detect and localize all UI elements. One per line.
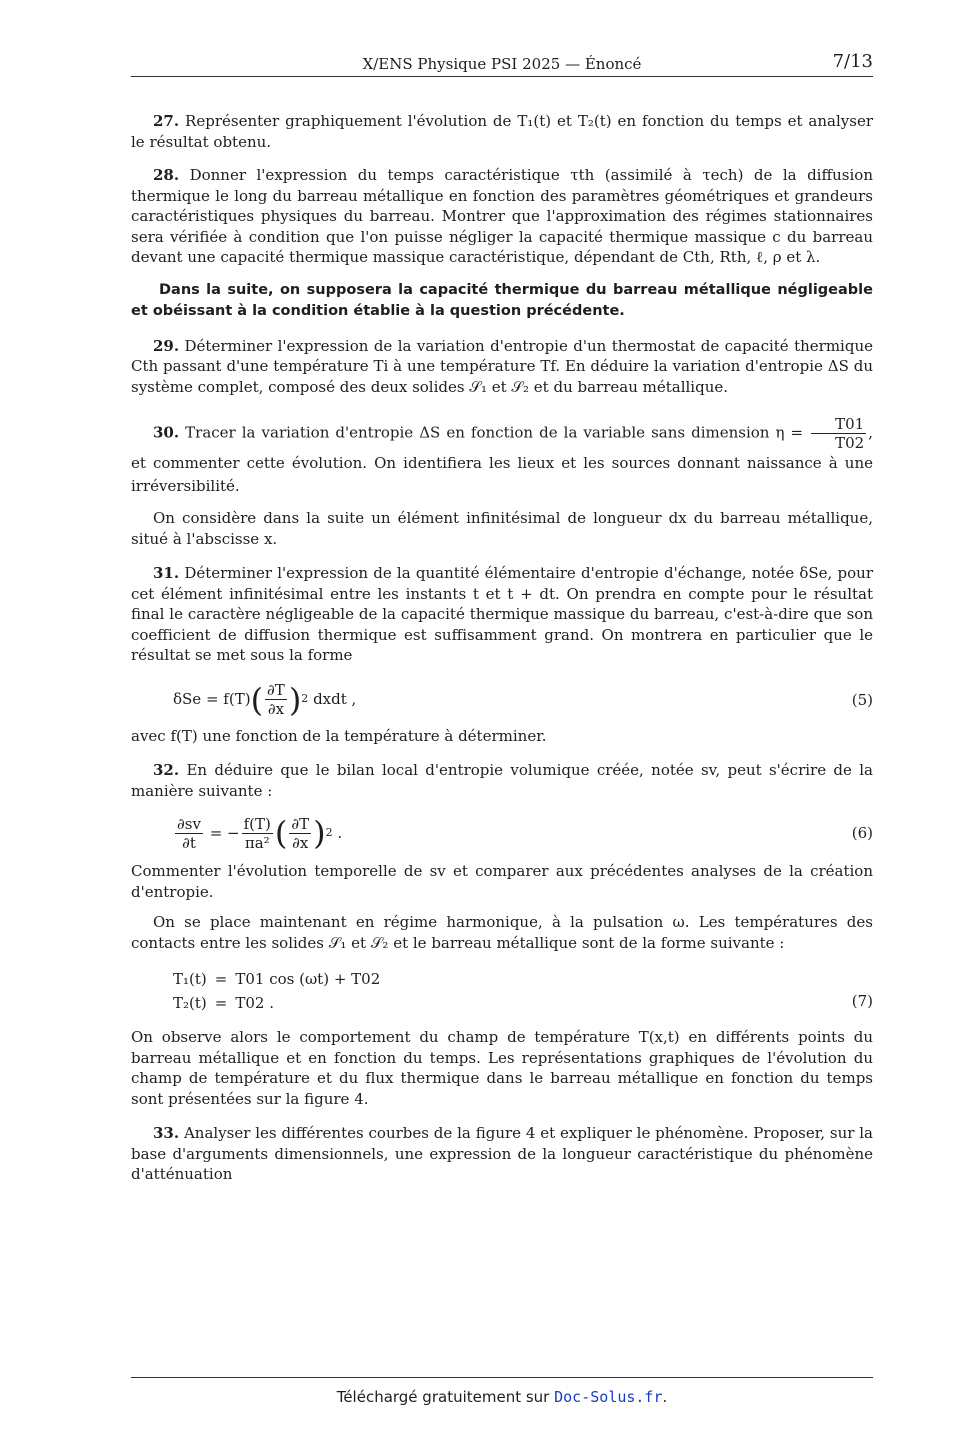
- question-30: [131, 415, 873, 498]
- exponent: 2: [301, 692, 309, 706]
- fraction-denominator: T02: [835, 434, 865, 452]
- eq-equals-2: =: [214, 994, 228, 1012]
- partial-fraction: [289, 815, 311, 852]
- eq-right-1: T01 cos (ωt) + T02: [235, 970, 381, 988]
- question-32: [131, 760, 873, 801]
- question-number: 27.: [153, 112, 180, 130]
- fraction-numerator: T01: [811, 415, 866, 434]
- left-paren: (: [250, 680, 264, 719]
- equation-number: (6): [851, 823, 873, 842]
- paragraph-harmonic: On se place maintenant en régime harmonique, à la pulsation ω. Les températures des contacts entre les solides 𝒮₁ et 𝒮₂ et le barreau métallique sont de la forme suivante :: [131, 913, 873, 952]
- question-text: En déduire que le bilan local d'entropie volumique créée, notée sv, peut s'écrire de la manière suivante :: [131, 761, 873, 800]
- question-number: 30.: [153, 423, 180, 442]
- question-text: Déterminer l'expression de la quantité élémentaire d'entropie d'échange, notée δSe, pour cet élément infinitésimal entre les instants t et t + dt. On prendra en compte pour le résultat final le caractère négligeable de la capacité thermique massique du barreau, c'est-à-dire que son coefficient de diffusion thermique est suffisamment grand. On montrera en particulier que le résultat se met sous la forme: [131, 564, 873, 664]
- paragraph-dx: On considère dans la suite un élément infinitésimal de longueur dx du barreau métallique, situé à l'abscisse x.: [131, 509, 873, 548]
- assumption-note: Dans la suite, on supposera la capacité thermique du barreau métallique négligeable et obéissant à la condition établie à la question précédente.: [131, 281, 873, 319]
- question-text: Analyser les différentes courbes de la figure 4 et expliquer le phénomène. Proposer, sur la base d'arguments dimensionnels, une expression de la longueur caractéristique du phénomène d'atténuation: [131, 1124, 873, 1183]
- eq-left-2: T₂(t): [173, 994, 207, 1012]
- question-31: [131, 563, 873, 666]
- paragraph-avec: avec f(T) une fonction de la température à déterminer.: [131, 726, 547, 745]
- question-text: Représenter graphiquement l'évolution de T₁(t) et T₂(t) en fonction du temps et analyser le résultat obtenu.: [131, 112, 873, 151]
- question-text-a: Tracer la variation d'entropie ΔS en fonction de la variable sans dimension η =: [185, 423, 804, 442]
- page-header: [131, 52, 873, 77]
- equation-lhs: δSe = f(T): [173, 690, 251, 709]
- question-28: [131, 165, 873, 268]
- exponent: 2: [325, 825, 333, 839]
- question-text: Donner l'expression du temps caractéristique τth (assimilé à τech) de la diffusion thermique le long du barreau métallique en fonction des paramètres géométriques et grandeurs caractéristiques physiques du barreau. Montrer que l'approximation des régimes stationnaires sera vérifiée à condition que l'on puisse négliger la capacité thermique massique c du barreau devant une capacité thermique massique caractéristique, dépendant de Cth, Rth, ℓ, ρ et λ.: [131, 166, 873, 266]
- right-paren: ): [288, 680, 302, 719]
- equals-sign: = −: [209, 823, 240, 842]
- footer-text: [131, 1388, 873, 1406]
- fraction-numerator: ∂T: [291, 814, 310, 833]
- eta-fraction: [811, 415, 866, 452]
- question-number: 29.: [153, 336, 180, 355]
- equation-6: [131, 811, 873, 855]
- footer-label: Téléchargé gratuitement sur: [336, 1388, 550, 1406]
- fraction-denominator: ∂x: [267, 700, 285, 718]
- fraction-denominator: πa²: [244, 833, 270, 852]
- question-number: 32.: [153, 761, 180, 779]
- paragraph-comment: Commenter l'évolution temporelle de sv et comparer aux précédentes analyses de la création d'entropie.: [131, 862, 873, 901]
- page-footer: [131, 1377, 873, 1406]
- right-paren: ): [313, 814, 326, 852]
- equation-tail: dxdt ,: [313, 690, 357, 709]
- equation-number: (7): [851, 991, 873, 1010]
- lhs-fraction: [175, 815, 203, 852]
- fraction-numerator: ∂T: [267, 681, 285, 699]
- footer-dot: .: [662, 1388, 668, 1406]
- question-text: Déterminer l'expression de la variation d'entropie d'un thermostat de capacité thermique Cth passant d'une température Ti à une température Tf. En déduire la variation d'entropie ΔS du système complet, composé des deux solides 𝒮₁ et 𝒮₂ et du barreau métallique.: [131, 336, 873, 396]
- question-33: [131, 1123, 873, 1185]
- equation-tail: .: [337, 823, 343, 842]
- page-number: 7/13: [832, 51, 873, 72]
- header-title: X/ENS Physique PSI 2025 — Énoncé: [362, 55, 642, 73]
- footer-link[interactable]: Doc-Solus.fr: [554, 1388, 663, 1406]
- eq-equals-1: =: [214, 970, 228, 988]
- question-text-b: , et commenter cette évolution. On identifiera les lieux et les sources donnant naissance à une irréversibilité.: [131, 423, 873, 495]
- coefficient-fraction: [242, 815, 273, 852]
- paragraph-observation: On observe alors le comportement du champ de température T(x,t) en différents points du barreau métallique et en fonction du temps. Les représentations graphiques de l'évolution du champ de température et du flux thermique dans le barreau métallique en fonction du temps sont présentées sur la figure 4.: [131, 1028, 873, 1108]
- left-paren: (: [274, 814, 288, 852]
- question-27: [131, 111, 873, 152]
- equation-7: [131, 967, 873, 1015]
- document-page: [131, 52, 873, 1185]
- partial-fraction: [265, 681, 287, 718]
- fraction-numerator: f(T): [243, 814, 271, 833]
- equation-5: [131, 678, 873, 722]
- fraction-denominator: ∂x: [292, 833, 309, 852]
- question-29: [131, 336, 873, 398]
- question-number: 33.: [153, 1124, 180, 1142]
- equation-number: (5): [851, 690, 873, 709]
- fraction-numerator: ∂sv: [177, 814, 201, 833]
- question-number: 31.: [153, 564, 180, 582]
- eq-right-2: T02 .: [235, 994, 274, 1012]
- eq-left-1: T₁(t): [173, 970, 207, 988]
- question-number: 28.: [153, 166, 180, 184]
- equation-system: [173, 967, 388, 1015]
- fraction-denominator: ∂t: [182, 833, 196, 852]
